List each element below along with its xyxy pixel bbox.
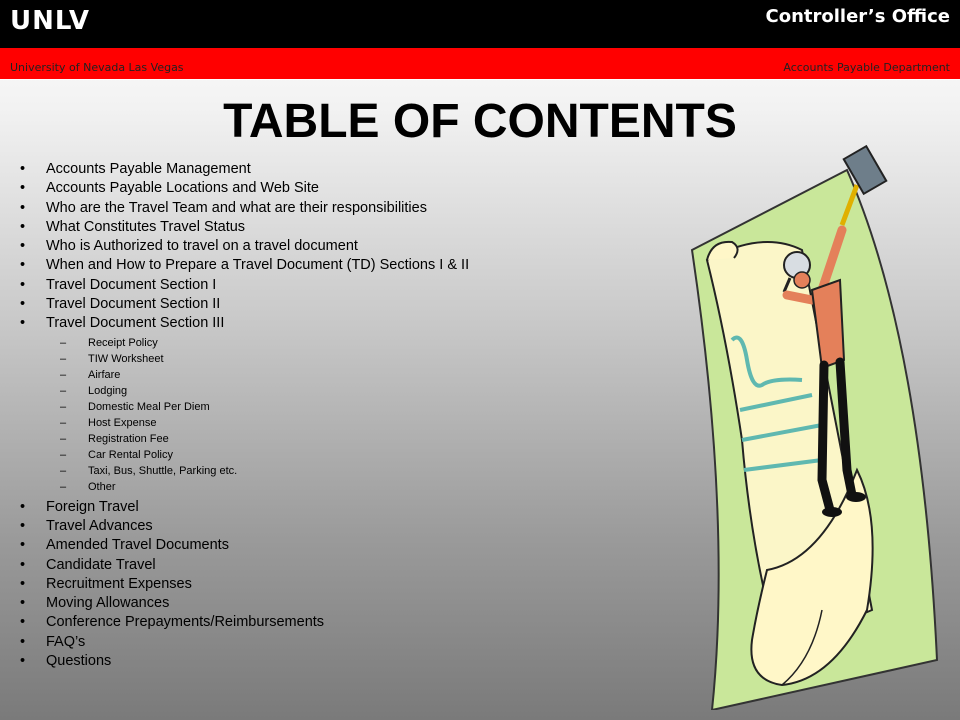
sub-list-item: – Registration Fee: [46, 431, 640, 447]
sub-list-item: – Taxi, Bus, Shuttle, Parking etc.: [46, 463, 640, 479]
sub-list-item: – Lodging: [46, 383, 640, 399]
list-item: • Moving Allowances: [20, 594, 640, 613]
header-bar: [0, 0, 960, 48]
sub-list-item: – Domestic Meal Per Diem: [46, 399, 640, 415]
list-item: • What Constitutes Travel Status: [20, 218, 640, 237]
list-item: • Recruitment Expenses: [20, 575, 640, 594]
list-item: • Foreign Travel: [20, 498, 640, 517]
list-item-section-iii: [20, 314, 640, 494]
page-title: TABLE OF CONTENTS: [223, 95, 737, 148]
sub-list-item: – TIW Worksheet: [46, 351, 640, 367]
list-item: • Who is Authorized to travel on a travel document: [20, 237, 640, 256]
list-item: • Candidate Travel: [20, 556, 640, 575]
list-item: • Amended Travel Documents: [20, 536, 640, 555]
list-item: • Accounts Payable Management: [20, 160, 640, 179]
list-item: • Who are the Travel Team and what are their responsibilities: [20, 199, 640, 218]
person-with-hammer-on-document-scroll-icon: [672, 140, 942, 710]
university-name: University of Nevada Las Vegas: [10, 61, 184, 74]
list-item: • When and How to Prepare a Travel Document (TD) Sections I & II: [20, 256, 640, 275]
list-item: • Travel Document Section I: [20, 276, 640, 295]
list-item: • Travel Document Section II: [20, 295, 640, 314]
list-item: • Questions: [20, 652, 640, 671]
sub-list-item: – Host Expense: [46, 415, 640, 431]
list-item: • Travel Advances: [20, 517, 640, 536]
sub-list-item: – Receipt Policy: [46, 335, 640, 351]
list-item-label: Travel Document Section III: [46, 315, 225, 332]
sub-list-item: – Other: [46, 479, 640, 495]
office-name: Controller’s Office: [765, 6, 950, 27]
department-name: Accounts Payable Department: [783, 61, 950, 74]
list-item: • Conference Prepayments/Reimbursements: [20, 613, 640, 632]
contents-list: [20, 160, 640, 671]
sub-list-item: – Car Rental Policy: [46, 447, 640, 463]
list-item: • Accounts Payable Locations and Web Site: [20, 179, 640, 198]
list-item: • FAQ’s: [20, 633, 640, 652]
logo: UNLV: [10, 6, 90, 36]
sub-list-item: – Airfare: [46, 367, 640, 383]
sub-list: [46, 335, 640, 495]
